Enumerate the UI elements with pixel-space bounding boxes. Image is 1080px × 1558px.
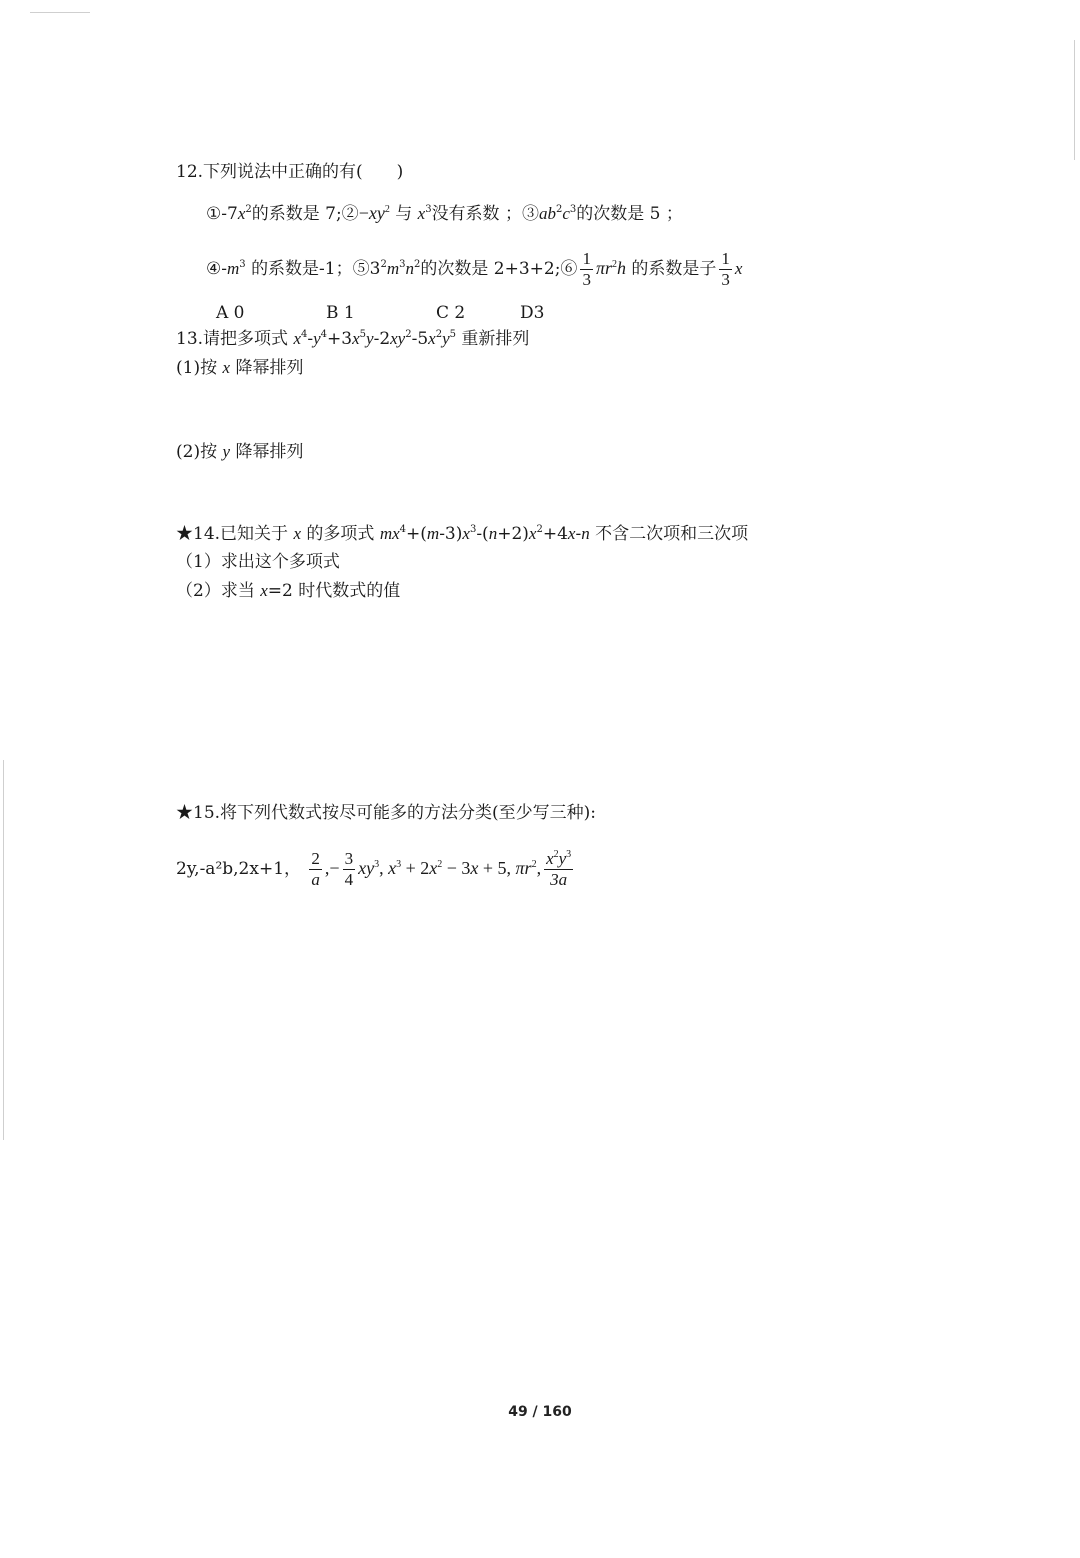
q13-part2: (2)按 y 降幂排列: [176, 442, 304, 462]
scan-speck: [30, 12, 90, 13]
q14-title: ★14.已知关于 x 的多项式 $mx^4+(m-3)x^3-(n+2)x^2+4x-n$ 不含二次项和三次项: [176, 524, 749, 544]
q13-title: 13.请把多项式 $x^4-y^4+3x^5y-2xy^2-5x^2y^5$ 重新排列: [176, 329, 530, 349]
option-d[interactable]: D3: [520, 303, 545, 323]
fraction-one-third: $\frac{1}{3}$: [721, 249, 730, 289]
option-a[interactable]: A 0: [216, 303, 245, 323]
q12-title: 12.下列说法中正确的有( ): [176, 162, 404, 182]
q14-part1: （1）求出这个多项式: [176, 552, 340, 572]
fraction-2-over-a: $\frac{2}{a}$: [311, 849, 320, 889]
option-c[interactable]: C 2: [436, 303, 466, 323]
option-b[interactable]: B 1: [326, 303, 355, 323]
q12-statements-line1: $①-7x^2$的系数是 $7;②-xy^2$ 与 $x^3$没有系数 ；$③ab^2c^3$的次数是 5 ；: [206, 203, 683, 224]
scan-speck: [3, 760, 4, 1140]
q15-title: ★15.将下列代数式按尽可能多的方法分类(至少写三种):: [176, 803, 597, 823]
fraction-x2y3-over-3a: $\frac{x^2y^3}{3a}$: [546, 849, 572, 889]
q13-part1: (1)按 x 降幂排列: [176, 358, 304, 378]
q14-part2: （2）求当 x=2 时代数式的值: [176, 581, 401, 601]
scan-speck: [1074, 40, 1075, 160]
q12-statements-line2: $④-m^3$ 的系数是-1；$⑤3^2m^3n^2$的次数是 2+3+2;⑥ $\frac{1}{3}$ $\pi r^2h$ 的系数是子 $\frac{1}{3}$ x: [206, 249, 743, 289]
fraction-one-third: $\frac{1}{3}$: [582, 249, 591, 289]
q15-expressions: 2y,-a²b,2x+1， $\frac{2}{a}$ ,− $\frac{3}{4}$ $xy^3$, $x^3 + 2x^2 - 3x + 5$, $\pi r^2$, $\frac{x^2y^3}{3a}$: [176, 849, 572, 889]
page-number: 49 / 160: [508, 1404, 572, 1420]
fraction-3-over-4: $\frac{3}{4}$: [344, 849, 354, 889]
q12-options: [216, 301, 544, 325]
